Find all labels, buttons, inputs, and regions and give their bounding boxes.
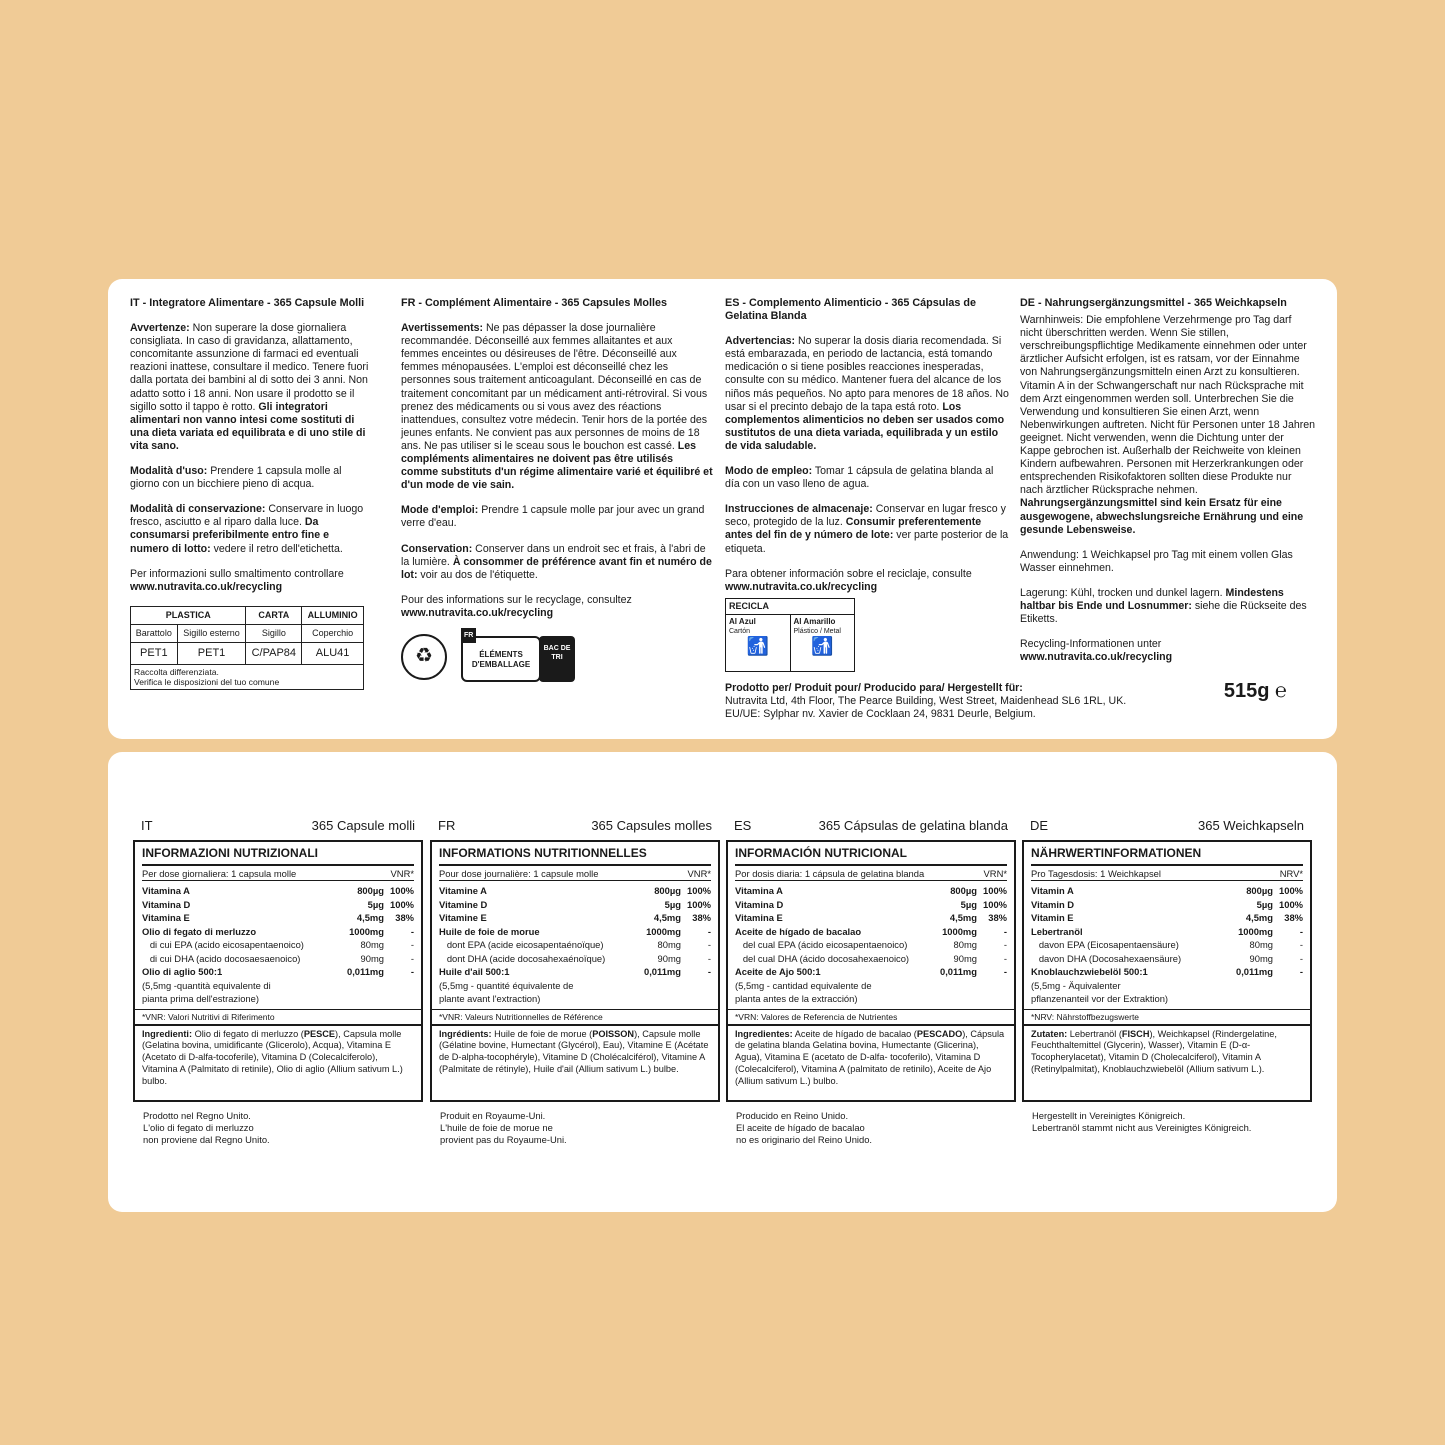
nutrient-row: del cual EPA (ácido eicosapentaenoico) 80mg - [735,939,1007,950]
french-column [401,297,713,682]
fr-usage: Mode d'emploi: Prendre 1 capsule molle par jour avec un grand verre d'eau. [401,504,705,530]
capsule-count: 365 Weichkapseln [1198,817,1304,833]
recycle-bin-icon: 🚮 [746,635,769,656]
nutrient-row: pflanzenanteil vor der Extraktion) [1031,993,1169,1004]
language-code: DE [1030,817,1049,833]
german-column [1020,297,1316,676]
origin-note: Producido en Reino Unido. El aceite de hígado de bacalao no es originario del Reino Unido. [736,1110,873,1145]
nutrient-row: Knoblauchzwiebelöl 500:1 0,011mg - [1031,966,1303,977]
reference-note: *VNR: Valori Nutritivi di Riferimento [135,1009,421,1026]
es-recycling-link[interactable]: www.nutravita.co.uk/recycling [725,580,878,593]
nutrient-row: Vitamina D 5µg 100% [735,898,1007,910]
nutrition-box [133,840,423,1102]
nutrition-title: INFORMACIÓN NUTRICIONAL [735,847,1007,866]
it-title: IT - Integratore Alimentare - 365 Capsule Molli [130,297,365,309]
nutrition-header [1022,814,1312,836]
it-recycling-link[interactable]: www.nutravita.co.uk/recycling [130,580,283,593]
de-title: DE - Nahrungsergänzungsmittel - 365 Weichkapseln [1020,297,1287,309]
fr-title: FR - Complément Alimentaire - 365 Capsules Molles [401,297,667,309]
de-recycling: Recycling-Informationen unter www.nutravita.co.uk/recycling [1020,638,1173,664]
nutrient-row: Huile d'ail 500:1 0,011mg - [439,966,711,977]
blue-bin-cell: Al Azul Cartón 🚮 [726,615,790,671]
es-title: ES - Complemento Alimenticio - 365 Cápsulas de Gelatina Blanda [725,297,976,323]
nutrient-row: Vitamine E 4,5mg 38% [439,912,711,923]
it-recycling-table: PLASTICA CARTA ALLUMINIO Barattolo Sigillo esterno Sigillo Coperchio PET1 PET1 C/PAP84 ALU41 Raccolta differenziata. Verifica le disposizioni del tuo comune [130,606,364,690]
dose-row: Pro Tagesdosis: 1 Weichkapsel NRV* [1031,867,1303,882]
nutrient-row: di cui EPA (acido eicosapentaenoico) 80mg - [142,939,414,950]
recycle-bin-icon: 🚮 [811,635,834,656]
triman-icon: ♻ [401,634,447,680]
nutrient-row: di cui DHA (acido docosaesaenoico) 90mg - [142,952,414,964]
nutrient-row: dont EPA (acide eicosapentaénoïque) 80mg - [439,939,711,950]
it-storage: Modalità di conservazione: Conservare in luogo fresco, asciutto e al riparo dalla luce. Da consumarsi preferibilmente entro fine e numero di lotto: vedere il retro dell'etichetta. [130,503,364,555]
ingredients: Ingredienti: Olio di fegato di merluzzo (PESCE), Capsula molle (Gelatina bovina, umidificante (Glicerolo), Acqua), Vitamina E (Acetato di D-alfa-tocoferile), Vitamina D (Colecalciferolo), Vitamina A (Palmitato di retinile), Olio di aglio (Allium sativum L.) bulbo. [142,1028,403,1087]
nutrient-row: pianta prima dell'estrazione) [142,993,259,1004]
dose-row: Pour dose journalière: 1 capsule molle VNR* [439,867,711,882]
nutrient-row: del cual DHA (ácido docosahexaenoico) 90mg - [735,952,1007,964]
nutrient-row: Vitamina E 4,5mg 38% [142,912,414,923]
nutrient-row: Lebertranöl 1000mg - [1031,925,1303,937]
fr-storage: Conservation: Conserver dans un endroit sec et frais, à l'abri de la lumière. À consommer de préférence avant fin et numéro de lot: voir au dos de l'étiquette. [401,542,712,581]
nutrient-row: (5,5mg - cantidad equivalente de [735,979,872,991]
reference-note: *VNR: Valeurs Nutritionnelles de Référence [432,1009,718,1026]
nutrient-row: (5,5mg -quantità equivalente di [142,979,271,991]
nutrient-row: Aceite de Ajo 500:1 0,011mg - [735,966,1007,977]
origin-note: Prodotto nel Regno Unito. L'olio di fegato di merluzzo non proviene dal Regno Unito. [143,1110,270,1145]
fr-warnings: Avertissements: Ne pas dépasser la dose journalière recommandée. Déconseillé aux femmes allaitantes et aux femmes enceintes ou désireuses de l'être. Déconseillé aux femmes ménopausées. L'emploi est déconseillé chez les personnes sous traitement anticoagulant. Déconseillé en cas de traitement concomitant par un médicament anti-rétroviral. Si vous prenez des médicaments ou si vous avez des réactions inattendues, consultez votre médecin. Tenir hors de la portée des jeunes enfants. Ne convient pas aux personnes de moins de 18 ans. Ne pas utiliser si le sceau sous le bouchon est cassé. Les compléments alimentaires ne doivent pas être utilisés comme substituts d'un régime alimentaire varié et équilibré et d'un mode de vie sain. [401,322,713,492]
fr-logos [401,632,713,682]
nutrient-row: Vitamin D 5µg 100% [1031,898,1303,910]
ingredients: Ingredientes: Aceite de hígado de bacalao (PESCADO), Cápsula de gelatina blanda Gelatina bovina, Humectante (Glicerina), Agua), Vitamina E (acetato de D-alfa- tocoferilo), Vitamina D (Colecalciferol), Vitamina A (palmitato de retinilo), Aceite de Ajo (Allium sativum L.) bulbo. [735,1028,1005,1087]
bottom-label-panel [108,752,1337,1212]
nutrient-row: Vitamin E 4,5mg 38% [1031,912,1303,923]
nutrition-title: NÄHRWERTINFORMATIONEN [1031,847,1303,866]
nutrient-row: Huile de foie de morue 1000mg - [439,925,711,937]
fr-recycling: Pour des informations sur le recyclage, consultez www.nutravita.co.uk/recycling [401,593,632,619]
capsule-count: 365 Cápsulas de gelatina blanda [818,817,1008,833]
language-code: IT [141,817,153,833]
dose-row: Per dose giornaliera: 1 capsula molle VNR* [142,867,414,882]
nutrient-row: Vitamina E 4,5mg 38% [735,912,1007,923]
es-usage: Modo de empleo: Tomar 1 cápsula de gelatina blanda al día con un vaso lleno de agua. [725,465,994,491]
nutrient-row: plante avant l'extraction) [439,993,541,1004]
reference-note: *NRV: Nährstoffbezugswerte [1024,1009,1310,1026]
de-warnings: Warnhinweis: Die empfohlene Verzehrmenge pro Tag darf nicht überschritten werden. Wenn Sie stillen, verschreibungspflichtige Medikamente einnehmen oder unter ärztlicher Aufsicht erfolgen, ist es ratsam, vor der Einnahme von Nahrungsergänzungsmitteln einen Arzt zu konsultieren. Vitamin A in der Schwangerschaft nur nach Rücksprache mit dem Arzt eingenommen werden soll. Unterbrechen Sie die Verwendung und konsultieren Sie einen Arzt, wenn Nebenwirkungen auftreten. Nicht für Personen unter 18 Jahren geeignet. Nicht verwenden, wenn die Dichtung unter der Kappe gebrochen ist. Außerhalb der Reichweite von kleinen Kindern aufbewahren. Personen mit Herzerkrankungen oder entsprechenden Risikofaktoren sollten diese Produkte nur nach ärztlicher Rücksprache nehmen. Nahrungsergänzungsmittel sind kein Ersatz für eine ausgewogene, abwechslungsreiche Ernährung und eine gesunde Lebensweise. [1020,314,1316,536]
top-label-panel [108,279,1337,739]
nutrition-column-it [133,814,423,1146]
nutrition-box [726,840,1016,1102]
nutrition-box [1022,840,1312,1102]
nutrient-row: (5,5mg - quantité équivalente de [439,979,574,991]
de-recycling-link[interactable]: www.nutravita.co.uk/recycling [1020,651,1173,664]
info-tri-logo: ÉLÉMENTS D'EMBALLAGE FR BAC DE TRI [461,632,573,682]
nutrient-row: Olio di aglio 500:1 0,011mg - [142,966,414,977]
language-code: FR [438,817,456,833]
capsule-count: 365 Capsule molli [311,817,415,833]
nutrient-row: davon EPA (Eicosapentaensäure) 80mg - [1031,939,1303,950]
yellow-bin-cell: Al Amarillo Plástico / Metal 🚮 [790,615,855,671]
nutrition-column-de [1022,814,1312,1134]
nutrient-row: Vitamina A 800µg 100% [142,885,414,896]
fr-recycling-link[interactable]: www.nutravita.co.uk/recycling [401,606,554,619]
es-warnings: Advertencias: No superar la dosis diaria recomendada. Si está embarazada, en periodo de lactancia, está tomando medicación o si tiene posibles reacciones inesperadas, consulte con su médico. Mantener fuera del alcance de los niños más pequeños. No apto para menores de 18 años. No usar si el precinto debajo de la tapa está roto. Los complementos alimenticios no deben ser usados como sustitutos de una dieta variada, equilibrada y un estilo de vida saludable. [725,335,1009,452]
it-usage: Modalità d'uso: Prendere 1 capsula molle al giorno con un bicchiere pieno di acqua. [130,465,342,491]
ingredients: Ingrédients: Huile de foie de morue (POISSON), Capsule molle (Gélatine bovine, Humectant (Glycérol), Eau), Vitamine E (Acétate de D-alpha-tocophéryle), Vitamine D (Cholécalciférol), Vitamine A (Palmitate de rétinyle), Huile d'ail (Allium sativum L.) bulbe. [439,1028,709,1075]
net-weight: 515g ℮ [1223,680,1287,702]
nutrition-header [133,814,423,836]
nutrient-row: Vitamina D 5µg 100% [142,898,414,910]
nutrient-row: Vitamina A 800µg 100% [735,885,1007,896]
de-storage: Lagerung: Kühl, trocken und dunkel lagern. Mindestens haltbar bis Ende und Losnummer: siehe die Rückseite des Etiketts. [1020,586,1307,626]
reference-note: *VRN: Valores de Referencia de Nutrientes [728,1009,1014,1026]
manufacturer-info: Prodotto per/ Produit pour/ Producido para/ Hergestellt für: Nutravita Ltd, 4th Floor, The Pearce Building, West Street, Maidenhead SL6 1RL, UK. EU/UE: Sylphar nv. Xavier de Cocklaan 24, 9831 Deurle, Belgium. [725,681,1127,721]
nutrition-header [430,814,720,836]
nutrient-row: Vitamine A 800µg 100% [439,885,711,896]
nutrient-row: planta antes de la extracción) [735,993,858,1004]
nutrition-box [430,840,720,1102]
nutrient-row: (5,5mg - Äquivalenter [1031,979,1121,991]
nutrition-title: INFORMATIONS NUTRITIONNELLES [439,847,711,866]
nutrient-row: Olio di fegato di merluzzo 1000mg - [142,925,414,937]
nutrition-column-fr [430,814,720,1146]
it-recycling: Per informazioni sullo smaltimento controllare www.nutravita.co.uk/recycling [130,567,344,593]
language-code: ES [734,817,752,833]
es-storage: Instrucciones de almacenaje: Conservar en lugar fresco y seco, protegido de la luz. Consumir preferentemente antes del fin de y número de lote: ver parte posterior de la etiqueta. [725,503,1009,555]
origin-note: Produit en Royaume-Uni. L'huile de foie de morue ne provient pas du Royaume-Uni. [440,1110,567,1145]
nutrient-row: davon DHA (Docosahexaensäure) 90mg - [1031,952,1303,964]
capsule-count: 365 Capsules molles [591,817,712,833]
de-usage: Anwendung: 1 Weichkapsel pro Tag mit einem vollen Glas Wasser einnehmen. [1020,548,1293,574]
nutrient-row: Vitamine D 5µg 100% [439,898,711,910]
nutrient-row: Aceite de hígado de bacalao 1000mg - [735,925,1007,937]
nutrition-header [726,814,1016,836]
nutrient-row: Vitamin A 800µg 100% [1031,885,1303,896]
dose-row: Por dosis diaria: 1 cápsula de gelatina blanda VRN* [735,867,1007,882]
nutrition-title: INFORMAZIONI NUTRIZIONALI [142,847,414,866]
es-recycling-box: RECICLA Al Azul Cartón 🚮 Al Amarillo Plástico / Metal 🚮 [725,598,855,672]
nutrition-column-es [726,814,1016,1146]
ingredients: Zutaten: Lebertranöl (FISCH), Weichkapsel (Rindergelatine, Feuchthaltemittel (Glycerin), Wasser), Vitamin E (D-α-Tocopherylacetat), Vitamin D (Cholecalciferol), Vitamin A (Retinylpalmitat), Knoblauchzwiebelöl (Allium sativum L.). [1031,1028,1277,1075]
it-warnings: Avvertenze: Non superare la dose giornaliera consigliata. In caso di gravidanza, allattamento, concomitante assunzione di farmaci ed eventuali reazioni inattese, consultare il medico. Tenere fuori dalla portata dei bambini al di sotto dei 3 anni. Non adatto sotto i 18 anni. Non usare il prodotto se il sigillo sotto il tappo è rotto. Gli integratori alimentari non vanno intesi come sostituti di una dieta variata ed equilibrata e di uno stile di vita sano. [130,322,369,452]
origin-note: Hergestellt in Vereinigtes Königreich. Lebertranöl stammt nicht aus Vereinigtes Königreich. [1032,1110,1252,1133]
nutrient-row: dont DHA (acide docosahexaénoïque) 90mg - [439,952,711,964]
es-recycling: Para obtener información sobre el reciclaje, consulte www.nutravita.co.uk/recycling [725,567,972,593]
italian-column [130,297,370,690]
